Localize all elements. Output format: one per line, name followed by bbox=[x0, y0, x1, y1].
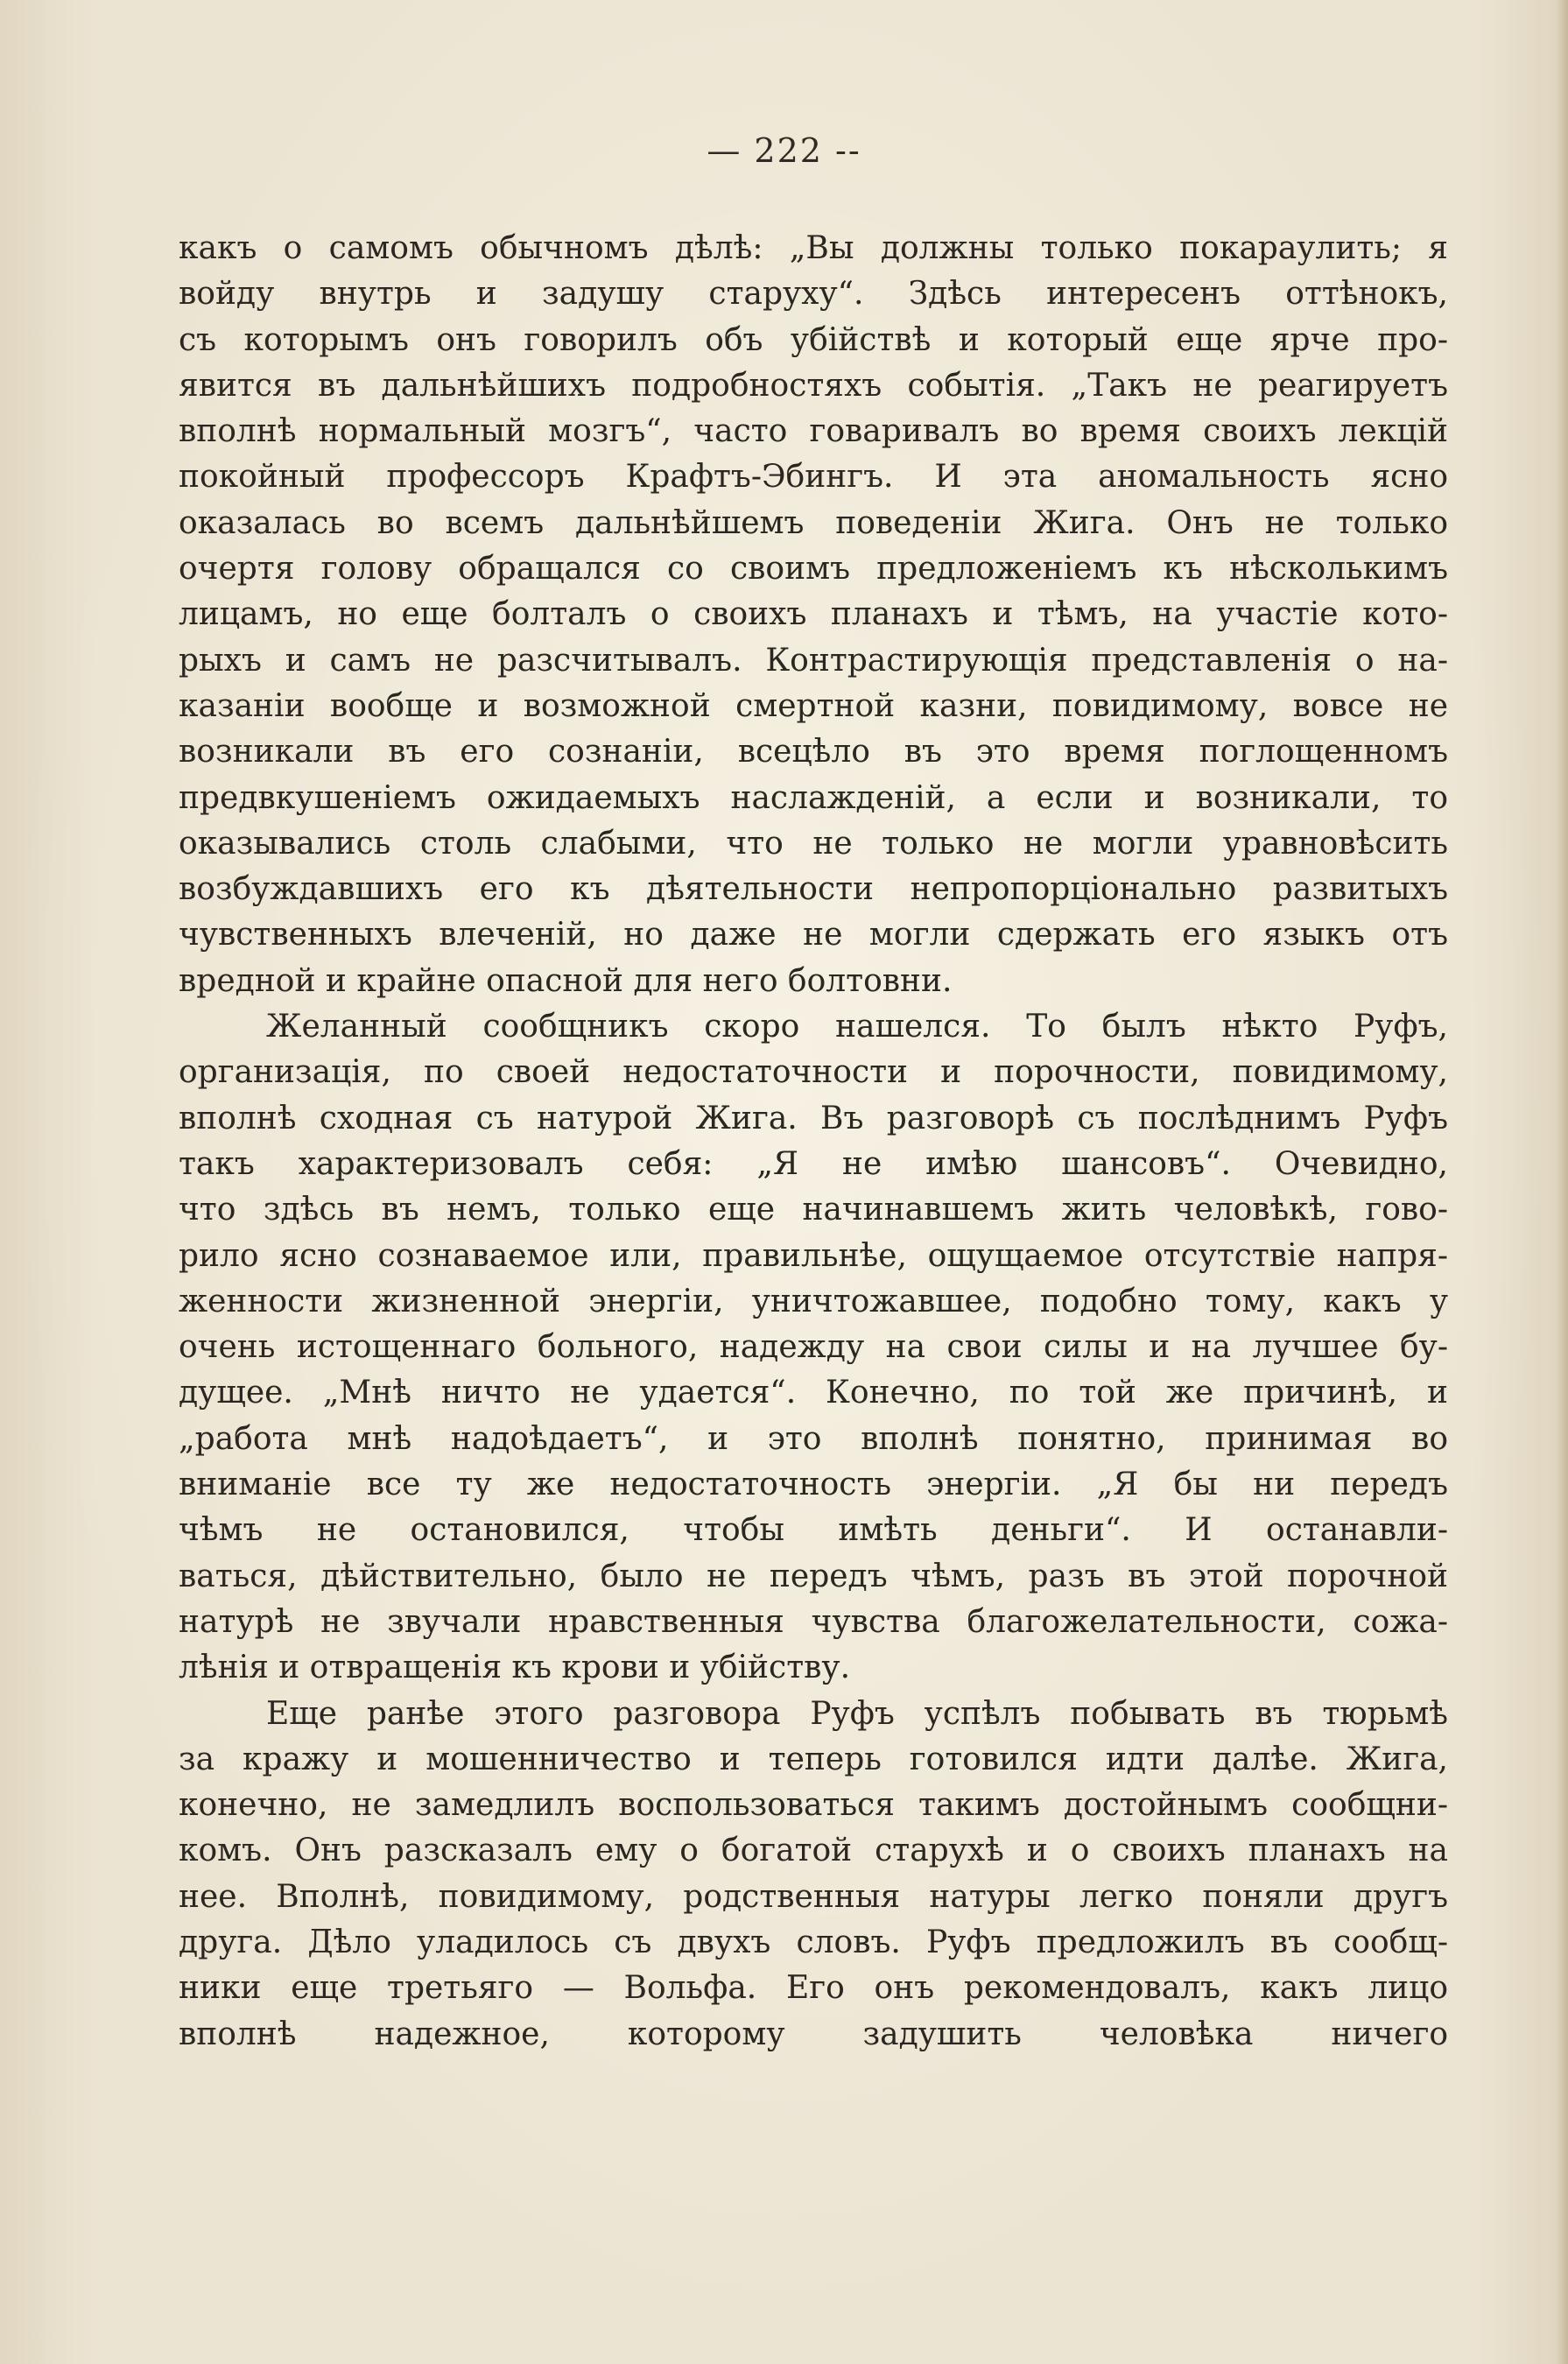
text-line: женности жизненной энергіи, уничтожавшее, подобно тому, какъ у bbox=[179, 1283, 1448, 1319]
text-line: рило ясно сознаваемое или, правильнѣе, ощущаемое отсутствіе напря- bbox=[179, 1237, 1448, 1274]
text-line: оказывались столь слабыми, что не только не могли уравновѣсить bbox=[179, 825, 1448, 862]
text-line: такъ характеризовалъ себя: „Я не имѣю шансовъ“. Очевидно, bbox=[179, 1145, 1448, 1182]
text-line: предвкушеніемъ ожидаемыхъ наслажденій, а если и возникали, то bbox=[179, 779, 1448, 816]
text-line: нее. Вполнѣ, повидимому, родственныя натуры легко поняли другъ bbox=[179, 1878, 1448, 1915]
text-line: очень истощеннаго больного, надежду на свои силы и на лучшее бу- bbox=[179, 1329, 1448, 1366]
body-text bbox=[179, 226, 1448, 2058]
text-line: оказалась во всемъ дальнѣйшемъ поведеніи Жига. Онъ не только bbox=[179, 504, 1448, 541]
text-line: конечно, не замедлилъ воспользоваться такимъ достойнымъ сообщни- bbox=[179, 1787, 1448, 1824]
text-line: что здѣсь въ немъ, только еще начинавшемъ жить человѣкѣ, гово- bbox=[179, 1192, 1448, 1228]
text-line: Желанный сообщникъ скоро нашелся. То былъ нѣкто Руфъ, bbox=[266, 1009, 1448, 1045]
text-line: рыхъ и самъ не разсчитывалъ. Контрастирующія представленія о на- bbox=[179, 642, 1448, 679]
text-line: ваться, дѣйствительно, было не передъ чѣмъ, разъ въ этой порочной bbox=[179, 1558, 1448, 1594]
text-line: явится въ дальнѣйшихъ подробностяхъ событія. „Такъ не реагируетъ bbox=[179, 367, 1448, 404]
text-line: вполнѣ сходная съ натурой Жига. Въ разговорѣ съ послѣднимъ Руфъ bbox=[179, 1100, 1448, 1136]
text-line: лицамъ, но еще болталъ о своихъ планахъ и тѣмъ, на участіе кото- bbox=[179, 596, 1448, 633]
text-line: вредной и крайне опасной для него болтовни. bbox=[179, 962, 953, 999]
text-line: организація, по своей недостаточности и порочности, повидимому, bbox=[179, 1054, 1448, 1091]
text-line: вполнѣ нормальный мозгъ“, часто говаривалъ во время своихъ лекцій bbox=[179, 413, 1448, 450]
text-line: казаніи вообще и возможной смертной казни, повидимому, вовсе не bbox=[179, 687, 1448, 724]
page-edge-shadow bbox=[1556, 0, 1568, 2364]
text-line: лѣнія и отвращенія къ крови и убійству. bbox=[179, 1650, 851, 1686]
text-line: какъ о самомъ обычномъ дѣлѣ: „Вы должны только покараулить; я bbox=[179, 230, 1448, 266]
text-line: за кражу и мошенничество и теперь готовился идти далѣе. Жига, bbox=[179, 1741, 1448, 1777]
text-line: возникали въ его сознаніи, всецѣло въ это время поглощенномъ bbox=[179, 734, 1448, 770]
text-line: очертя голову обращался со своимъ предложеніемъ къ нѣсколькимъ bbox=[179, 551, 1448, 587]
text-line: войду внутрь и задушу старуху“. Здѣсь интересенъ оттѣнокъ, bbox=[179, 276, 1448, 313]
text-line: вниманіе все ту же недостаточность энергіи. „Я бы ни передъ bbox=[179, 1467, 1448, 1503]
text-line: съ которымъ онъ говорилъ объ убійствѣ и который еще ярче про- bbox=[179, 321, 1448, 358]
text-line: Еще ранѣе этого разговора Руфъ успѣлъ побывать въ тюрьмѣ bbox=[266, 1695, 1448, 1732]
text-line: натурѣ не звучали нравственныя чувства благожелательности, сожа- bbox=[179, 1603, 1448, 1640]
text-line: чѣмъ не остановился, чтобы имѣть деньги“. И останавли- bbox=[179, 1512, 1448, 1549]
page-number: — 222 -- bbox=[707, 131, 861, 170]
text-line: комъ. Онъ разсказалъ ему о богатой старухѣ и о своихъ планахъ на bbox=[179, 1833, 1448, 1869]
text-line: „работа мнѣ надоѣдаетъ“, и это вполнѣ понятно, принимая во bbox=[179, 1420, 1448, 1457]
text-line: покойный профессоръ Крафтъ-Эбингъ. И эта аномальность ясно bbox=[179, 459, 1448, 496]
text-line: чувственныхъ влеченій, но даже не могли сдержать его языкъ отъ bbox=[179, 917, 1448, 953]
text-line: вполнѣ надежное, которому задушить человѣка ничего bbox=[179, 2016, 1448, 2052]
text-line: дущее. „Мнѣ ничто не удается“. Конечно, по той же причинѣ, и bbox=[179, 1375, 1448, 1411]
text-line: ники еще третьяго — Вольфа. Его онъ рекомендовалъ, какъ лицо bbox=[179, 1970, 1448, 2007]
text-line: возбуждавшихъ его къ дѣятельности непропорціонально развитыхъ bbox=[179, 871, 1448, 908]
text-line: друга. Дѣло уладилось съ двухъ словъ. Руфъ предложилъ въ сообщ- bbox=[179, 1924, 1448, 1960]
